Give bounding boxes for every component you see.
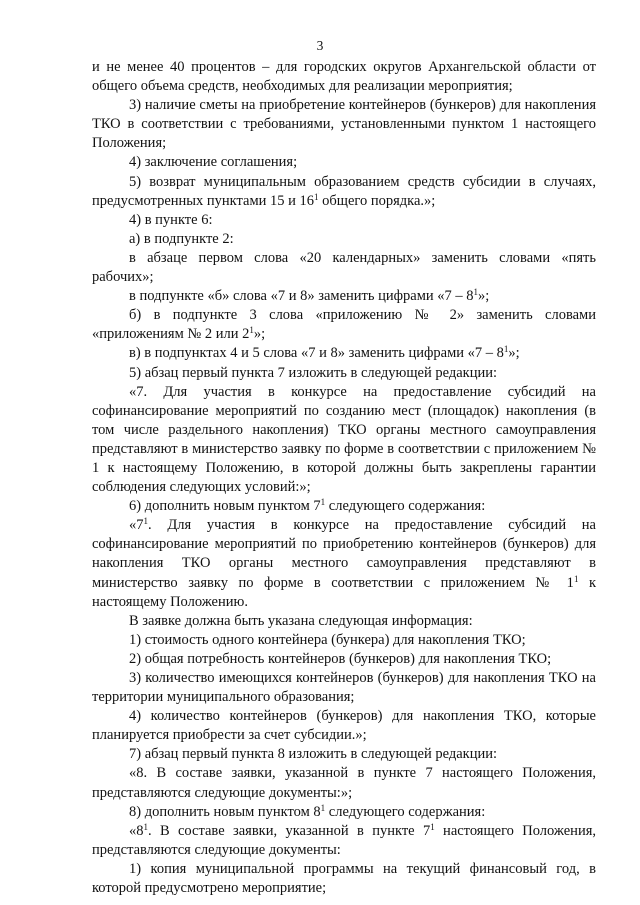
paragraph: 4) заключение соглашения;	[129, 154, 298, 171]
superscript: 1	[473, 287, 479, 298]
paragraph	[92, 173, 600, 211]
paragraph: 4) в пункте 6:	[129, 211, 213, 228]
paragraph-text: . Для участия в конкурсе на предоставление субсидий на софинансирование мероприятий по приобретению контейнеров (бункеров) для накопления ТКО органы местного самоуправления представляют в министерство заявку по форме в соответствии с приложением № 1	[92, 517, 600, 591]
paragraph-text: б) в подпункте 3 слова «приложению № 2» заменить словами «приложениям № 2 или 2	[92, 307, 600, 343]
page-number: 3	[316, 38, 324, 53]
paragraph-text: »;	[508, 345, 520, 362]
paragraph: 4) количество контейнеров (бункеров) для накопления ТКО, которые планируется приобрести за счет субсидии.»;	[92, 708, 596, 744]
paragraph: 7) абзац первый пункта 8 изложить в следующей редакции:	[129, 746, 498, 763]
paragraph-text: «7	[129, 517, 144, 534]
paragraph: а) в подпункте 2:	[129, 230, 234, 247]
paragraph-text: »;	[253, 326, 266, 343]
paragraph: 3) наличие сметы на приобретение контейнеров (бункеров) для накопления ТКО в соответствии с требованиями, установленными пунктом 1 настоящего Положения;	[92, 97, 596, 152]
paragraph-text: »;	[478, 288, 490, 305]
paragraph: 2) общая потребность контейнеров (бункеров) для накопления ТКО;	[129, 650, 552, 667]
paragraph: 5) абзац первый пункта 7 изложить в следующей редакции:	[129, 364, 498, 381]
paragraph: В заявке должна быть указана следующая информация:	[129, 612, 473, 629]
paragraph	[92, 287, 596, 306]
paragraph: в абзаце первом слова «20 календарных» заменить словами «пять рабочих»;	[92, 249, 596, 286]
paragraph: и не менее 40 процентов – для городских округов Архангельской области от общего объема средств, необходимых для реализации мероприятия;	[92, 59, 596, 95]
paragraph: «7. Для участия в конкурсе на предоставление субсидий на софинансирование мероприятий по созданию мест (площадок) накопления (в том числе раздельного накопления) ТКО органы местного самоуправления представляют в министерство заявку по форме в соответствии с приложением № 1 к настоящему Положению, в которой должны быть закреплены гарантии соблюдения следующих условий:»;	[92, 383, 596, 496]
paragraph	[92, 821, 600, 860]
superscript: 1	[573, 573, 579, 584]
paragraph	[92, 803, 596, 822]
paragraph: «8. В составе заявки, указанной в пункте 7 настоящего Положения, представляются следующие документы:»;	[92, 765, 596, 801]
superscript: 1	[249, 325, 254, 336]
paragraph-text: общего порядка.»;	[318, 192, 436, 209]
paragraph: 1) копия муниципальной программы на текущий финансовый год, в которой предусмотрено мероприятие;	[92, 860, 596, 897]
superscript: 1	[314, 191, 319, 202]
paragraph-text: настоящего Положения, представляются следующие документы:	[92, 822, 600, 858]
document-body	[92, 58, 600, 898]
superscript: 1	[503, 344, 509, 355]
paragraph	[92, 344, 596, 363]
superscript: 1	[320, 802, 326, 813]
paragraph	[92, 516, 600, 611]
paragraph-text: 8) дополнить новым пунктом 8	[129, 803, 321, 820]
paragraph: 3) количество имеющихся контейнеров (бункеров) для накопления ТКО на территории муниципального образования;	[92, 670, 596, 706]
paragraph	[92, 497, 596, 516]
paragraph-text: 5) возврат муниципальным образованием средств субсидии в случаях, предусмотренных пунктами 15 и 16	[92, 173, 600, 209]
paragraph-text: в) в подпунктах 4 и 5 слова «7 и 8» заменить цифрами «7 – 8	[129, 345, 504, 362]
superscript: 1	[143, 821, 148, 832]
superscript: 1	[320, 497, 326, 508]
paragraph	[92, 306, 600, 344]
superscript: 1	[430, 821, 435, 832]
paragraph-text: 6) дополнить новым пунктом 7	[129, 498, 321, 515]
superscript: 1	[143, 516, 148, 527]
paragraph-text: следующего содержания:	[325, 803, 486, 820]
paragraph-text: . В составе заявки, указанной в пункте 7	[148, 822, 431, 839]
paragraph-text: следующего содержания:	[325, 498, 486, 515]
paragraph-text: к настоящему Положению.	[92, 574, 600, 610]
paragraph: 1) стоимость одного контейнера (бункера) для накопления ТКО;	[129, 631, 526, 648]
paragraph-text: «8	[129, 822, 144, 839]
paragraph-text: в подпункте «б» слова «7 и 8» заменить цифрами «7 – 8	[129, 288, 474, 305]
